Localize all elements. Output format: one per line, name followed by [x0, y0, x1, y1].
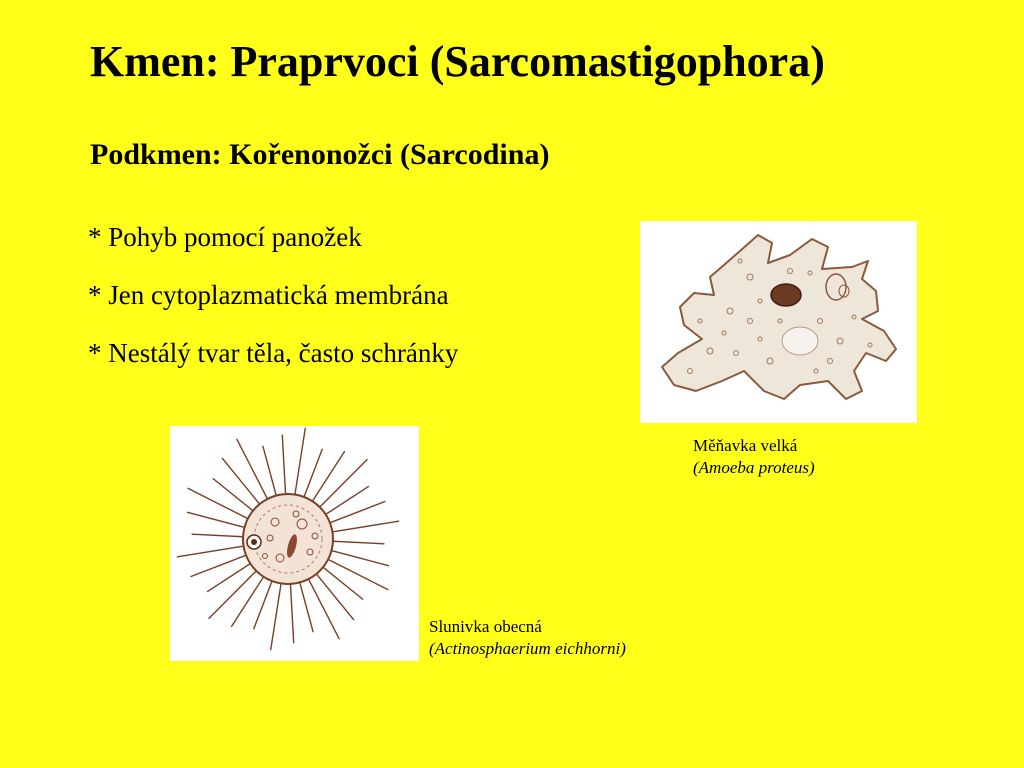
- amoeba-drawing: [640, 221, 917, 423]
- sun-animalcule-latin-name: (Actinosphaerium eichhorni): [429, 639, 626, 658]
- axopodium: [209, 567, 260, 618]
- axopodium: [298, 578, 313, 632]
- sun-animalcule-caption: [429, 616, 626, 660]
- axopodium: [192, 534, 248, 537]
- axopodium: [313, 570, 353, 620]
- axopodium: [237, 439, 270, 503]
- bullet-item: * Nestálý tvar těla, často schránky: [88, 338, 459, 368]
- slide-title: Kmen: Praprvoci (Sarcomastigophora): [90, 37, 825, 86]
- sun-animalcule-name: Slunivka obecná: [429, 617, 542, 636]
- axopodium: [271, 579, 282, 650]
- bullet-list: [88, 222, 458, 396]
- amoeba-caption: [693, 435, 815, 479]
- amoeba-latin-name: (Amoeba proteus): [693, 458, 815, 477]
- axopodium: [294, 428, 305, 499]
- axopodium: [310, 452, 345, 506]
- axopodium: [254, 576, 274, 628]
- sun-animalcule-illustration: [170, 426, 419, 661]
- slide-subtitle: Podkmen: Kořenonožci (Sarcodina): [90, 138, 550, 171]
- axopodium: [263, 446, 278, 500]
- axopodium: [208, 561, 255, 592]
- sun-animalcule-drawing: [170, 426, 419, 661]
- axopodium: [316, 460, 367, 511]
- axopodium: [191, 553, 251, 576]
- axopodium: [222, 458, 262, 508]
- axopodium: [324, 557, 388, 590]
- axopodium: [177, 545, 248, 556]
- axopodium: [319, 564, 363, 599]
- axopodium: [302, 449, 322, 501]
- axopodium: [321, 487, 368, 518]
- axopodium: [325, 502, 385, 525]
- axopodium: [290, 579, 294, 643]
- amoeba-name: Měňavka velká: [693, 436, 798, 455]
- axopodium: [306, 575, 339, 639]
- bullet-item: * Jen cytoplazmatická membrána: [88, 280, 449, 310]
- axopodium: [213, 479, 257, 514]
- axopodium: [188, 488, 252, 521]
- axopodium: [328, 541, 384, 544]
- axopodium: [232, 573, 267, 627]
- bullet-item: * Pohyb pomocí panožek: [88, 222, 362, 252]
- axopodium: [327, 521, 398, 532]
- axopodium: [282, 435, 286, 499]
- amoeba-illustration: [640, 221, 917, 423]
